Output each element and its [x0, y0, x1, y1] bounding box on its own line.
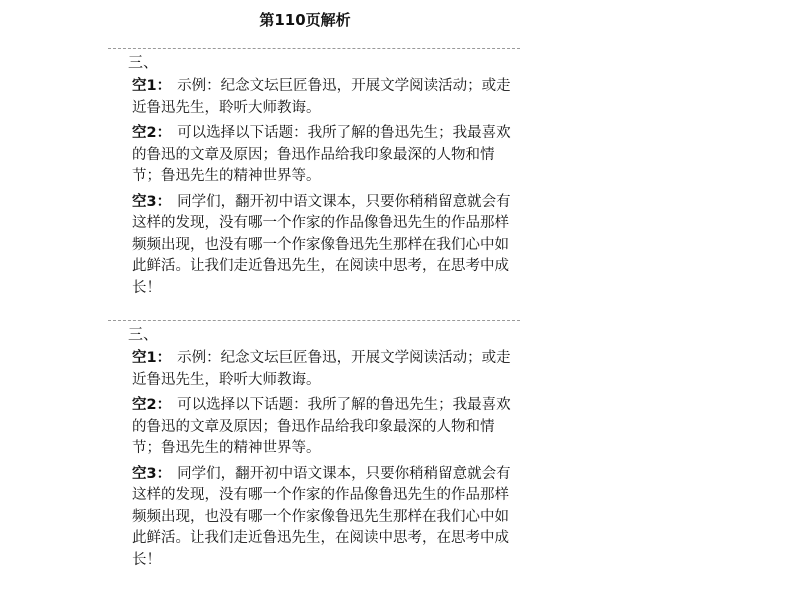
blank-answer-text: 可以选择以下话题：我所了解的鲁迅先生；我最喜欢的鲁迅的文章及原因；鲁迅作品给我印象最深的人物和情节；鲁迅先生的精神世界等。 — [132, 125, 511, 184]
blank-label: 空2： — [132, 397, 172, 413]
blank-answer-1 — [132, 348, 520, 391]
blank-answer-text: 同学们，翻开初中语文课本，只要你稍稍留意就会有这样的发现，没有哪一个作家的作品像鲁迅先生的作品那样频频出现，也没有哪一个作家像鲁迅先生那样在我们心中如此鲜活。让我们走近鲁迅先生，在阅读中思考，在思考中成长！ — [132, 193, 511, 296]
answer-section — [108, 48, 520, 296]
blank-answer-3 — [132, 192, 520, 300]
section-heading: 三、 — [128, 325, 159, 343]
blank-answer-text: 同学们，翻开初中语文课本，只要你稍稍留意就会有这样的发现，没有哪一个作家的作品像鲁迅先生的作品那样频频出现，也没有哪一个作家像鲁迅先生那样在我们心中如此鲜活。让我们走近鲁迅先生，在阅读中思考，在思考中成长！ — [132, 465, 511, 568]
page-title: 第110页解析 — [259, 11, 351, 29]
blank-answer-text: 示例：纪念文坛巨匠鲁迅，开展文学阅读活动；或走近鲁迅先生，聆听大师教诲。 — [132, 350, 511, 388]
blank-answer-2 — [132, 395, 520, 460]
blank-label: 空1： — [132, 350, 172, 366]
blank-answer-text: 示例：纪念文坛巨匠鲁迅，开展文学阅读活动；或走近鲁迅先生，聆听大师教诲。 — [132, 78, 511, 116]
answer-section — [108, 320, 520, 568]
section-heading: 三、 — [128, 53, 159, 71]
blank-answer-text: 可以选择以下话题：我所了解的鲁迅先生；我最喜欢的鲁迅的文章及原因；鲁迅作品给我印象最深的人物和情节；鲁迅先生的精神世界等。 — [132, 397, 511, 456]
blank-answer-1 — [132, 76, 520, 119]
blank-label: 空3： — [132, 193, 172, 210]
blank-answer-3 — [132, 464, 520, 572]
blank-label: 空1： — [132, 78, 172, 94]
blank-label: 空3： — [132, 465, 172, 482]
blank-answer-list — [132, 76, 520, 303]
blank-answer-2 — [132, 123, 520, 188]
blank-label: 空2： — [132, 125, 172, 141]
blank-answer-list — [132, 348, 520, 575]
